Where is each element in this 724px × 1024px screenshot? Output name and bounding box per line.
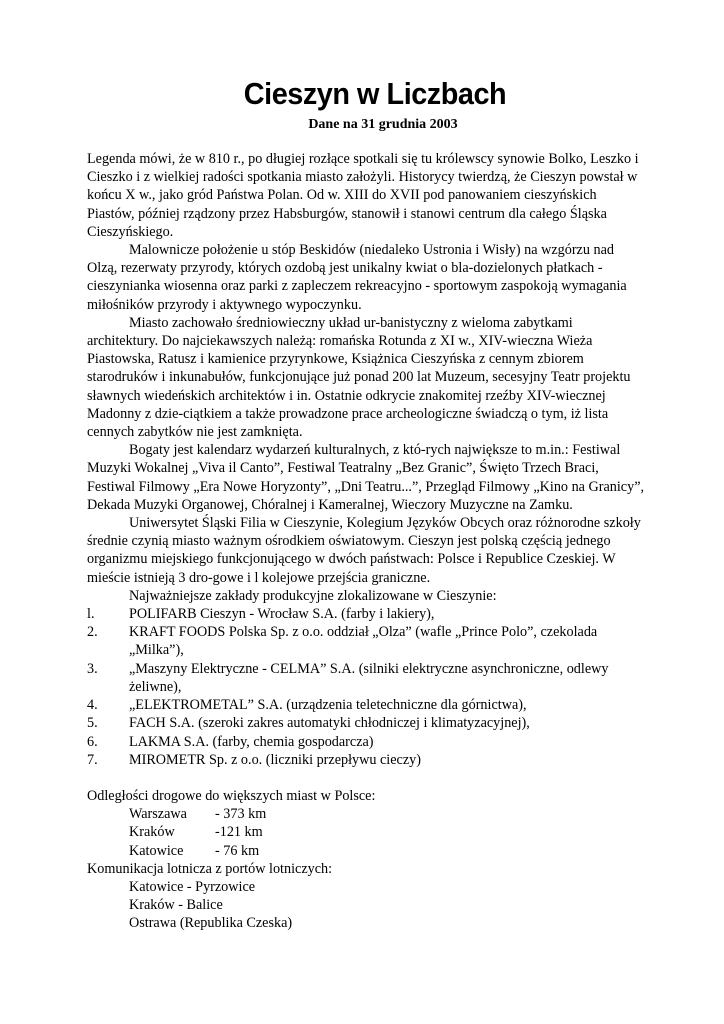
distance-km: -121 km — [215, 824, 263, 841]
distance-km: - 373 km — [215, 806, 267, 823]
list-item — [87, 714, 647, 732]
distance-city: Warszawa — [129, 806, 187, 823]
list-item — [87, 696, 647, 714]
list-item-number: 3. — [87, 660, 98, 677]
paragraph-nature: Malownicze położenie u stóp Beskidów (niedaleko Ustronia i Wisły) na wzgórzu nad Olzą, rezerwaty przyrody, których ozdobą jest unikalny kwiat o bla-dozielonych płatkach - cieszynianka wiosenna oraz parki z zapleczem rekreacyjno - sportowym zaspokoją wymagania miłośników przyrody i aktywnego wypoczynku. — [87, 242, 627, 313]
list-item — [87, 751, 647, 769]
spacer — [87, 769, 647, 787]
list-item-text: „ELEKTROMETAL” S.A. (urządzenia teletechniczne dla górnictwa), — [129, 697, 527, 714]
companies-list — [87, 605, 647, 769]
distance-city: Katowice — [129, 842, 184, 859]
distance-row — [87, 823, 647, 841]
distance-row — [87, 842, 647, 860]
distance-row — [87, 805, 647, 823]
paragraph-architecture: Miasto zachowało średniowieczny układ ur-banistyczny z wieloma zabytkami architektury. Do najciekawszych należą: romańska Rotunda z XI w., XIV-wieczna Wieża Piastowska, Ratusz i kamienice przyrynkowe, Książnica Cieszyńska z cennym zbiorem starodruków i inkunabułów, funkcjonujące już ponad 200 lat Muzeum, secesyjny Teatr projektu sławnych wiedeńskich architektów i in. Ostatnie odkrycie znakomitej rzeźby XIV-wiecznej Madonny z dzie-ciątkiem a także prowadzone prace archeologiczne świadczą o tym, iż lista cennych zabytków nie jest zamknięta. — [87, 314, 631, 441]
list-item-text: FACH S.A. (szeroki zakres automatyki chłodniczej i klimatyzacyjnej), — [129, 715, 530, 732]
document-title: Cieszyn w Liczbach — [243, 76, 507, 111]
distance-city: Kraków — [129, 824, 175, 841]
list-item-text: MIROMETR Sp. z o.o. (liczniki przepływu cieczy) — [129, 751, 421, 768]
list-item — [87, 660, 647, 696]
list-item-number: 4. — [87, 697, 98, 714]
airport-item: Kraków - Balice — [129, 897, 223, 914]
list-item — [87, 733, 647, 751]
document-page — [87, 74, 647, 933]
document-subtitle: Dane na 31 grudnia 2003 — [308, 117, 458, 132]
list-item-number: 6. — [87, 733, 98, 750]
paragraph-education: Uniwersytet Śląski Filia w Cieszynie, Kolegium Języków Obcych oraz różnorodne szkoły średnie czynią miasto ważnym ośrodkiem oświatowym. Cieszyn jest polską częścią jednego organizmu miejskiego funkcjonującego w dwóch państwach: Polsce i Republice Czeskiej. W mieście istnieją 3 dro-gowe i l kolejowe przejścia graniczne. — [87, 515, 641, 586]
paragraph-culture: Bogaty jest kalendarz wydarzeń kulturalnych, z któ-rych największe to m.in.: Festiwal Muzyki Wokalnej „Viva il Canto”, Festiwal Teatralny „Bez Granic”, Święto Trzech Braci, Festiwal Filmowy „Era Nowe Horyzonty”, „Dni Teatru...”, Przegląd Filmowy „Kino na Granicy”, Dekada Muzyki Organowej, Chóralnej i Kameralnej, Wieczory Muzyczne na Zamku. — [87, 442, 645, 513]
list-item-text: „Maszyny Elektryczne - CELMA” S.A. (silniki elektryczne asynchroniczne, odlewy żeliwne), — [129, 660, 609, 695]
list-item-number: 2. — [87, 624, 98, 641]
list-item — [87, 605, 647, 623]
paragraph-legend: Legenda mówi, że w 810 r., po długiej rozłące spotkali się tu królewscy synowie Bolko, Leszko i Cieszko i z wielkiej radości spotkania miasto założyli. Historycy twierdzą, że Cieszyn powstał w końcu X w., jako gród Państwa Polan. Od w. XIII do XVII pod panowaniem cieszyńskich Piastów, później rządzony przez Habsburgów, stanowił i stanowi centrum dla całego Śląska Cieszyńskiego. — [87, 151, 639, 240]
list-item — [87, 623, 647, 659]
list-item-text: LAKMA S.A. (farby, chemia gospodarcza) — [129, 733, 374, 750]
airports-heading: Komunikacja lotnicza z portów lotniczych: — [87, 860, 333, 877]
paragraph-industry-intro: Najważniejsze zakłady produkcyjne zlokalizowane w Cieszynie: — [129, 587, 497, 604]
list-item-number: l. — [87, 606, 95, 623]
list-item-number: 5. — [87, 715, 98, 732]
airport-item: Katowice - Pyrzowice — [129, 878, 256, 895]
airport-item: Ostrawa (Republika Czeska) — [129, 915, 293, 932]
distance-km: - 76 km — [215, 842, 260, 859]
list-item-text: KRAFT FOODS Polska Sp. z o.o. oddział „Olza” (wafle „Prince Polo”, czekolada „Milka”), — [129, 624, 598, 659]
document-body — [87, 150, 647, 933]
distances-heading: Odległości drogowe do większych miast w Polsce: — [87, 787, 376, 804]
list-item-text: POLIFARB Cieszyn - Wrocław S.A. (farby i lakiery), — [129, 606, 435, 623]
list-item-number: 7. — [87, 751, 98, 768]
